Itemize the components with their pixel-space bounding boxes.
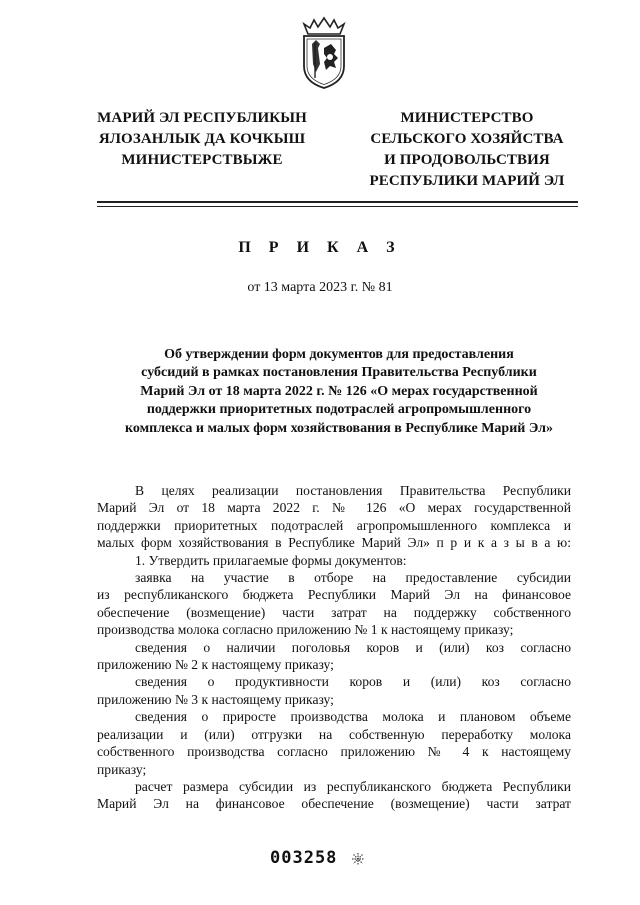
serial-number: 003258 (270, 848, 338, 868)
body-line: заявка на участие в отборе на предоставление субсидии (135, 570, 571, 586)
body-line: собственного производства согласно приложению № 4 к настоящему (97, 744, 571, 760)
document-title (110, 346, 568, 438)
body-line: сведения о продуктивности коров и (или) коз согласно (135, 674, 571, 690)
star-mark-icon (351, 852, 365, 866)
title-line: субсидий в рамках постановления Правительства Республики (141, 365, 537, 381)
header-divider-thin (97, 206, 578, 207)
header-right-line: МИНИСТЕРСТВО (400, 110, 534, 126)
body-line: поддержки приоритетных подотраслей агропромышленного комплекса и (97, 517, 571, 533)
body-line: сведения о приросте производства молока и плановом объеме (135, 709, 571, 725)
body-line: обеспечение (возмещение) части затрат на поддержку собственного (97, 604, 571, 620)
header-left-line: МИНИСТЕРСТВЫЖЕ (121, 152, 283, 168)
header-right-line: И ПРОДОВОЛЬСТВИЯ (384, 152, 550, 168)
document-type: П Р И К А З (238, 239, 402, 256)
title-line: комплекса и малых форм хозяйствования в Республике Марий Эл» (124, 420, 554, 436)
header-right-line: СЕЛЬСКОГО ХОЗЯЙСТВА (370, 131, 564, 147)
body-line: приказу; (97, 761, 147, 777)
body-line: 1. Утвердить прилагаемые формы документов: (135, 552, 407, 568)
body-line: Марий Эл на финансовое обеспечение (возмещение) части затрат (97, 796, 571, 812)
body-line: сведения о наличии поголовья коров и (или) коз согласно (135, 639, 571, 655)
body-line: реализации и (или) отгрузки на собственную переработку молока (97, 726, 571, 742)
body-line: приложению № 2 к настоящему приказу; (97, 657, 334, 673)
body-line: производства молока согласно приложению № 1 к настоящему приказу; (97, 622, 514, 638)
body-line: расчет размера субсидии из республиканского бюджета Республики (135, 778, 571, 794)
title-line: Марий Эл от 18 марта 2022 г. № 126 «О мерах государственной (140, 383, 538, 399)
header-right-line: РЕСПУБЛИКИ МАРИЙ ЭЛ (369, 173, 565, 189)
title-line: Об утверждении форм документов для предоставления (164, 347, 514, 362)
document-body (97, 482, 571, 813)
title-line: поддержки приоритетных подотраслей агропромышленного (146, 402, 532, 418)
body-line: приложению № 3 к настоящему приказу; (97, 691, 334, 707)
ministry-name-mari (86, 108, 318, 171)
body-line: из республиканского бюджета Республики Марий Эл на финансовое (97, 587, 571, 603)
header-left-line: МАРИЙ ЭЛ РЕСПУБЛИКЫН (97, 110, 307, 126)
body-line: Марий Эл от 18 марта 2022 г. № 126 «О мерах государственной (97, 500, 571, 516)
coat-of-arms-icon (298, 14, 350, 90)
header-divider-thick (97, 201, 578, 203)
document-date-number: от 13 марта 2023 г. № 81 (247, 280, 393, 295)
header-left-line: ЯЛОЗАНЛЫК ДА КОЧКЫШ (98, 131, 306, 147)
body-line: малых форм хозяйствования в Республике Марий Эл» п р и к а з ы в а ю: (97, 535, 571, 551)
body-line: В целях реализации постановления Правительства Республики (135, 483, 571, 498)
ministry-name-russian (352, 108, 582, 192)
